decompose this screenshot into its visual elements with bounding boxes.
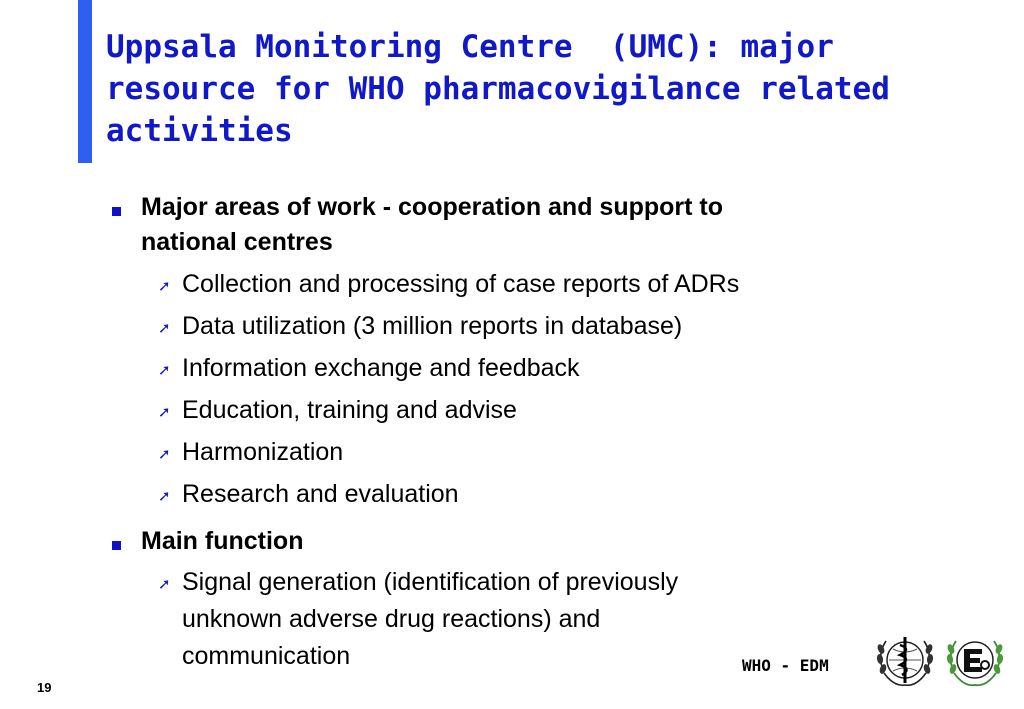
arrow-bullet-icon: ➚ — [158, 487, 171, 505]
page-number: 19 — [37, 680, 52, 695]
who-emblem-logo — [872, 627, 938, 693]
sub-item: Harmonization — [182, 438, 344, 466]
footer-organization: WHO - EDM — [742, 656, 829, 675]
sub-item: Research and evaluation — [182, 480, 459, 508]
arrow-bullet-icon: ➚ — [158, 319, 171, 337]
square-bullet-icon — [112, 207, 121, 216]
bullet-heading-main-function: Main function — [141, 527, 304, 555]
arrow-bullet-icon: ➚ — [158, 445, 171, 463]
sub-item-line: unknown adverse drug reactions) and — [182, 605, 601, 633]
sub-item: Information exchange and feedback — [182, 354, 580, 382]
arrow-bullet-icon: ➚ — [158, 403, 171, 421]
title-line-1: Uppsala Monitoring Centre (UMC): major — [106, 29, 834, 65]
edm-emblem-logo — [942, 627, 1008, 693]
sub-item-line: Signal generation (identification of previously — [182, 568, 679, 596]
bullet-heading-line: Major areas of work - cooperation and support to — [141, 193, 724, 221]
arrow-bullet-icon: ➚ — [158, 361, 171, 379]
sub-item: Data utilization (3 million reports in database) — [182, 312, 683, 340]
arrow-bullet-icon: ➚ — [158, 277, 171, 295]
title-line-2: resource for WHO pharmacovigilance related — [106, 71, 890, 107]
arrow-bullet-icon: ➚ — [158, 575, 171, 593]
sub-item-line: communication — [182, 642, 351, 670]
sub-item: Education, training and advise — [182, 396, 517, 424]
sub-item: Collection and processing of case reports of ADRs — [182, 270, 740, 298]
square-bullet-icon — [112, 541, 121, 550]
bullet-heading-line: national centres — [141, 228, 333, 256]
bullet-heading-major-areas — [141, 190, 901, 260]
title-line-3: activities — [106, 113, 293, 149]
